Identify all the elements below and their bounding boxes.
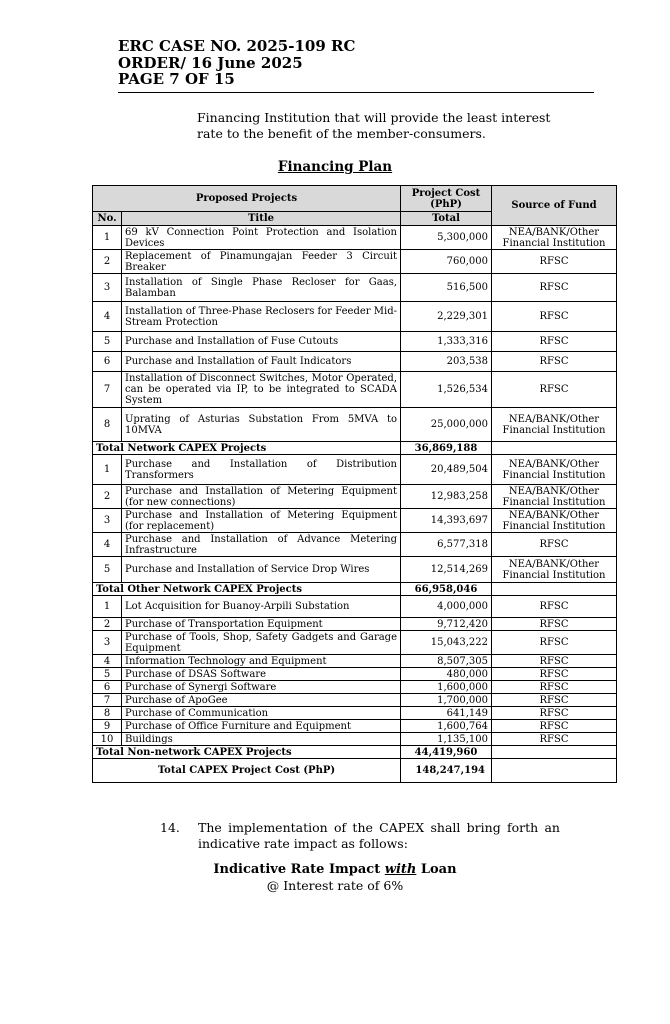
project-title: Lot Acquisition for Buanoy-Arpili Substation bbox=[122, 596, 401, 618]
row-number: 7 bbox=[93, 694, 122, 707]
project-title: Purchase and Installation of Fuse Cutouts bbox=[122, 332, 401, 352]
source-of-fund: NEA/BANK/Other Financial Institution bbox=[492, 509, 617, 533]
row-number: 1 bbox=[93, 226, 122, 250]
table-row bbox=[93, 618, 617, 631]
project-title: Replacement of Pinamungajan Feeder 3 Circuit Breaker bbox=[122, 250, 401, 274]
project-title: Purchase of Synergi Software bbox=[122, 681, 401, 694]
row-number: 3 bbox=[93, 274, 122, 302]
non-network-total-row bbox=[93, 746, 617, 759]
intro-paragraph: Financing Institution that will provide the least interest rate to the benefit of the member-consumers. bbox=[197, 110, 551, 141]
project-title: Purchase of ApoGee bbox=[122, 694, 401, 707]
project-cost: 1,526,534 bbox=[401, 372, 492, 408]
source-of-fund: RFSC bbox=[492, 533, 617, 557]
project-title: Purchase of Communication bbox=[122, 707, 401, 720]
row-number: 7 bbox=[93, 372, 122, 408]
grand-total-row bbox=[93, 759, 617, 783]
table-row bbox=[93, 408, 617, 442]
paragraph-14 bbox=[160, 820, 560, 852]
header-rule bbox=[118, 92, 594, 93]
row-number: 5 bbox=[93, 557, 122, 583]
grand-total-row-fund bbox=[492, 759, 617, 783]
table-row bbox=[93, 655, 617, 668]
project-cost: 203,538 bbox=[401, 352, 492, 372]
project-cost: 1,333,316 bbox=[401, 332, 492, 352]
non-network-total-row-fund bbox=[492, 746, 617, 759]
project-cost: 9,712,420 bbox=[401, 618, 492, 631]
table-row bbox=[93, 274, 617, 302]
source-of-fund: NEA/BANK/Other Financial Institution bbox=[492, 485, 617, 509]
row-number: 1 bbox=[93, 455, 122, 485]
project-cost: 480,000 bbox=[401, 668, 492, 681]
financing-plan-table bbox=[92, 185, 617, 783]
source-of-fund: NEA/BANK/Other Financial Institution bbox=[492, 226, 617, 250]
table-row bbox=[93, 485, 617, 509]
source-of-fund: RFSC bbox=[492, 618, 617, 631]
project-title: Purchase of DSAS Software bbox=[122, 668, 401, 681]
row-number: 8 bbox=[93, 707, 122, 720]
table-caption: Financing Plan bbox=[277, 159, 393, 175]
project-cost: 641,149 bbox=[401, 707, 492, 720]
source-of-fund: NEA/BANK/Other Financial Institution bbox=[492, 557, 617, 583]
table-row bbox=[93, 352, 617, 372]
row-number: 2 bbox=[93, 618, 122, 631]
table-row bbox=[93, 668, 617, 681]
table-row bbox=[93, 681, 617, 694]
row-number: 10 bbox=[93, 733, 122, 746]
source-of-fund: RFSC bbox=[492, 372, 617, 408]
other-network-total-row-fund bbox=[492, 583, 617, 596]
source-of-fund: RFSC bbox=[492, 302, 617, 332]
source-of-fund: NEA/BANK/Other Financial Institution bbox=[492, 408, 617, 442]
project-cost: 25,000,000 bbox=[401, 408, 492, 442]
project-title: Purchase and Installation of Fault Indicators bbox=[122, 352, 401, 372]
row-number: 4 bbox=[93, 302, 122, 332]
project-title: Uprating of Asturias Substation From 5MVA to 10MVA bbox=[122, 408, 401, 442]
project-title: Buildings bbox=[122, 733, 401, 746]
project-cost: 20,489,504 bbox=[401, 455, 492, 485]
row-number: 8 bbox=[93, 408, 122, 442]
project-title: Purchase and Installation of Advance Metering Infrastructure bbox=[122, 533, 401, 557]
row-number: 4 bbox=[93, 533, 122, 557]
row-number: 2 bbox=[93, 250, 122, 274]
project-cost: 12,514,269 bbox=[401, 557, 492, 583]
table-row bbox=[93, 557, 617, 583]
other-network-total-row-label: Total Other Network CAPEX Projects bbox=[93, 583, 401, 596]
project-title: Purchase of Office Furniture and Equipment bbox=[122, 720, 401, 733]
project-title: Purchase and Installation of Metering Equipment (for replacement) bbox=[122, 509, 401, 533]
other-network-total-row-value: 66,958,046 bbox=[401, 583, 492, 596]
network-total-row-fund bbox=[492, 442, 617, 455]
row-number: 5 bbox=[93, 668, 122, 681]
row-number: 3 bbox=[93, 509, 122, 533]
source-of-fund: RFSC bbox=[492, 596, 617, 618]
source-of-fund: RFSC bbox=[492, 332, 617, 352]
project-title: Information Technology and Equipment bbox=[122, 655, 401, 668]
source-of-fund: RFSC bbox=[492, 668, 617, 681]
project-title: Purchase of Transportation Equipment bbox=[122, 618, 401, 631]
project-cost: 15,043,222 bbox=[401, 631, 492, 655]
source-of-fund: RFSC bbox=[492, 655, 617, 668]
project-title: 69 kV Connection Point Protection and Isolation Devices bbox=[122, 226, 401, 250]
project-cost: 1,600,000 bbox=[401, 681, 492, 694]
table-row bbox=[93, 302, 617, 332]
project-cost: 12,983,258 bbox=[401, 485, 492, 509]
col-proposed-projects: Proposed Projects bbox=[93, 186, 401, 212]
grand-total-row-label: Total CAPEX Project Cost (PhP) bbox=[93, 759, 401, 783]
non-network-total-row-label: Total Non-network CAPEX Projects bbox=[93, 746, 401, 759]
source-of-fund: RFSC bbox=[492, 694, 617, 707]
project-cost: 1,600,764 bbox=[401, 720, 492, 733]
project-cost: 760,000 bbox=[401, 250, 492, 274]
col-total: Total bbox=[401, 212, 492, 226]
project-title: Purchase and Installation of Distribution Transformers bbox=[122, 455, 401, 485]
page-number: PAGE 7 OF 15 bbox=[118, 70, 235, 88]
col-title: Title bbox=[122, 212, 401, 226]
row-number: 2 bbox=[93, 485, 122, 509]
table-row bbox=[93, 720, 617, 733]
project-title: Purchase of Tools, Shop, Safety Gadgets and Garage Equipment bbox=[122, 631, 401, 655]
table-row bbox=[93, 631, 617, 655]
project-cost: 4,000,000 bbox=[401, 596, 492, 618]
project-cost: 14,393,697 bbox=[401, 509, 492, 533]
network-total-row bbox=[93, 442, 617, 455]
project-cost: 6,577,318 bbox=[401, 533, 492, 557]
network-total-row-label: Total Network CAPEX Projects bbox=[93, 442, 401, 455]
row-number: 6 bbox=[93, 352, 122, 372]
source-of-fund: RFSC bbox=[492, 720, 617, 733]
source-of-fund: RFSC bbox=[492, 250, 617, 274]
table-row bbox=[93, 372, 617, 408]
grand-total-row-value: 148,247,194 bbox=[401, 759, 492, 783]
source-of-fund: NEA/BANK/Other Financial Institution bbox=[492, 455, 617, 485]
case-number: ERC CASE NO. 2025-109 RC bbox=[118, 37, 356, 55]
order-date: ORDER/ 16 June 2025 bbox=[118, 53, 303, 72]
row-number: 1 bbox=[93, 596, 122, 618]
non-network-total-row-value: 44,419,960 bbox=[401, 746, 492, 759]
table-row bbox=[93, 509, 617, 533]
project-title: Installation of Single Phase Recloser for Gaas, Balamban bbox=[122, 274, 401, 302]
table-row bbox=[93, 596, 617, 618]
project-cost: 1,135,100 bbox=[401, 733, 492, 746]
project-cost: 1,700,000 bbox=[401, 694, 492, 707]
table-row bbox=[93, 533, 617, 557]
source-of-fund: RFSC bbox=[492, 352, 617, 372]
source-of-fund: RFSC bbox=[492, 681, 617, 694]
rate-impact-heading: Indicative Rate Impact with Loan bbox=[213, 862, 457, 877]
source-of-fund: RFSC bbox=[492, 631, 617, 655]
row-number: 4 bbox=[93, 655, 122, 668]
project-cost: 8,507,305 bbox=[401, 655, 492, 668]
other-network-total-row bbox=[93, 583, 617, 596]
project-cost: 2,229,301 bbox=[401, 302, 492, 332]
source-of-fund: RFSC bbox=[492, 274, 617, 302]
project-cost: 5,300,000 bbox=[401, 226, 492, 250]
interest-rate-note: @ Interest rate of 6% bbox=[266, 878, 404, 893]
case-header bbox=[118, 38, 596, 88]
source-of-fund: RFSC bbox=[492, 733, 617, 746]
col-source-of-fund: Source of Fund bbox=[492, 186, 617, 226]
paragraph-text: The implementation of the CAPEX shall bring forth an indicative rate impact as follows: bbox=[198, 820, 560, 851]
table-row bbox=[93, 455, 617, 485]
table-row bbox=[93, 694, 617, 707]
source-of-fund: RFSC bbox=[492, 707, 617, 720]
table-row bbox=[93, 226, 617, 250]
col-project-cost: Project Cost (PhP) bbox=[401, 186, 492, 212]
row-number: 9 bbox=[93, 720, 122, 733]
paragraph-number: 14. bbox=[160, 820, 180, 835]
network-total-row-value: 36,869,188 bbox=[401, 442, 492, 455]
table-row bbox=[93, 733, 617, 746]
project-title: Purchase and Installation of Metering Equipment (for new connections) bbox=[122, 485, 401, 509]
table-row bbox=[93, 707, 617, 720]
project-title: Installation of Three-Phase Reclosers for Feeder Mid-Stream Protection bbox=[122, 302, 401, 332]
project-title: Purchase and Installation of Service Drop Wires bbox=[122, 557, 401, 583]
project-cost: 516,500 bbox=[401, 274, 492, 302]
row-number: 3 bbox=[93, 631, 122, 655]
table-row bbox=[93, 250, 617, 274]
project-title: Installation of Disconnect Switches, Motor Operated, can be operated via IP, to be integrated to SCADA System bbox=[122, 372, 401, 408]
row-number: 6 bbox=[93, 681, 122, 694]
table-row bbox=[93, 332, 617, 352]
row-number: 5 bbox=[93, 332, 122, 352]
col-no: No. bbox=[93, 212, 122, 226]
